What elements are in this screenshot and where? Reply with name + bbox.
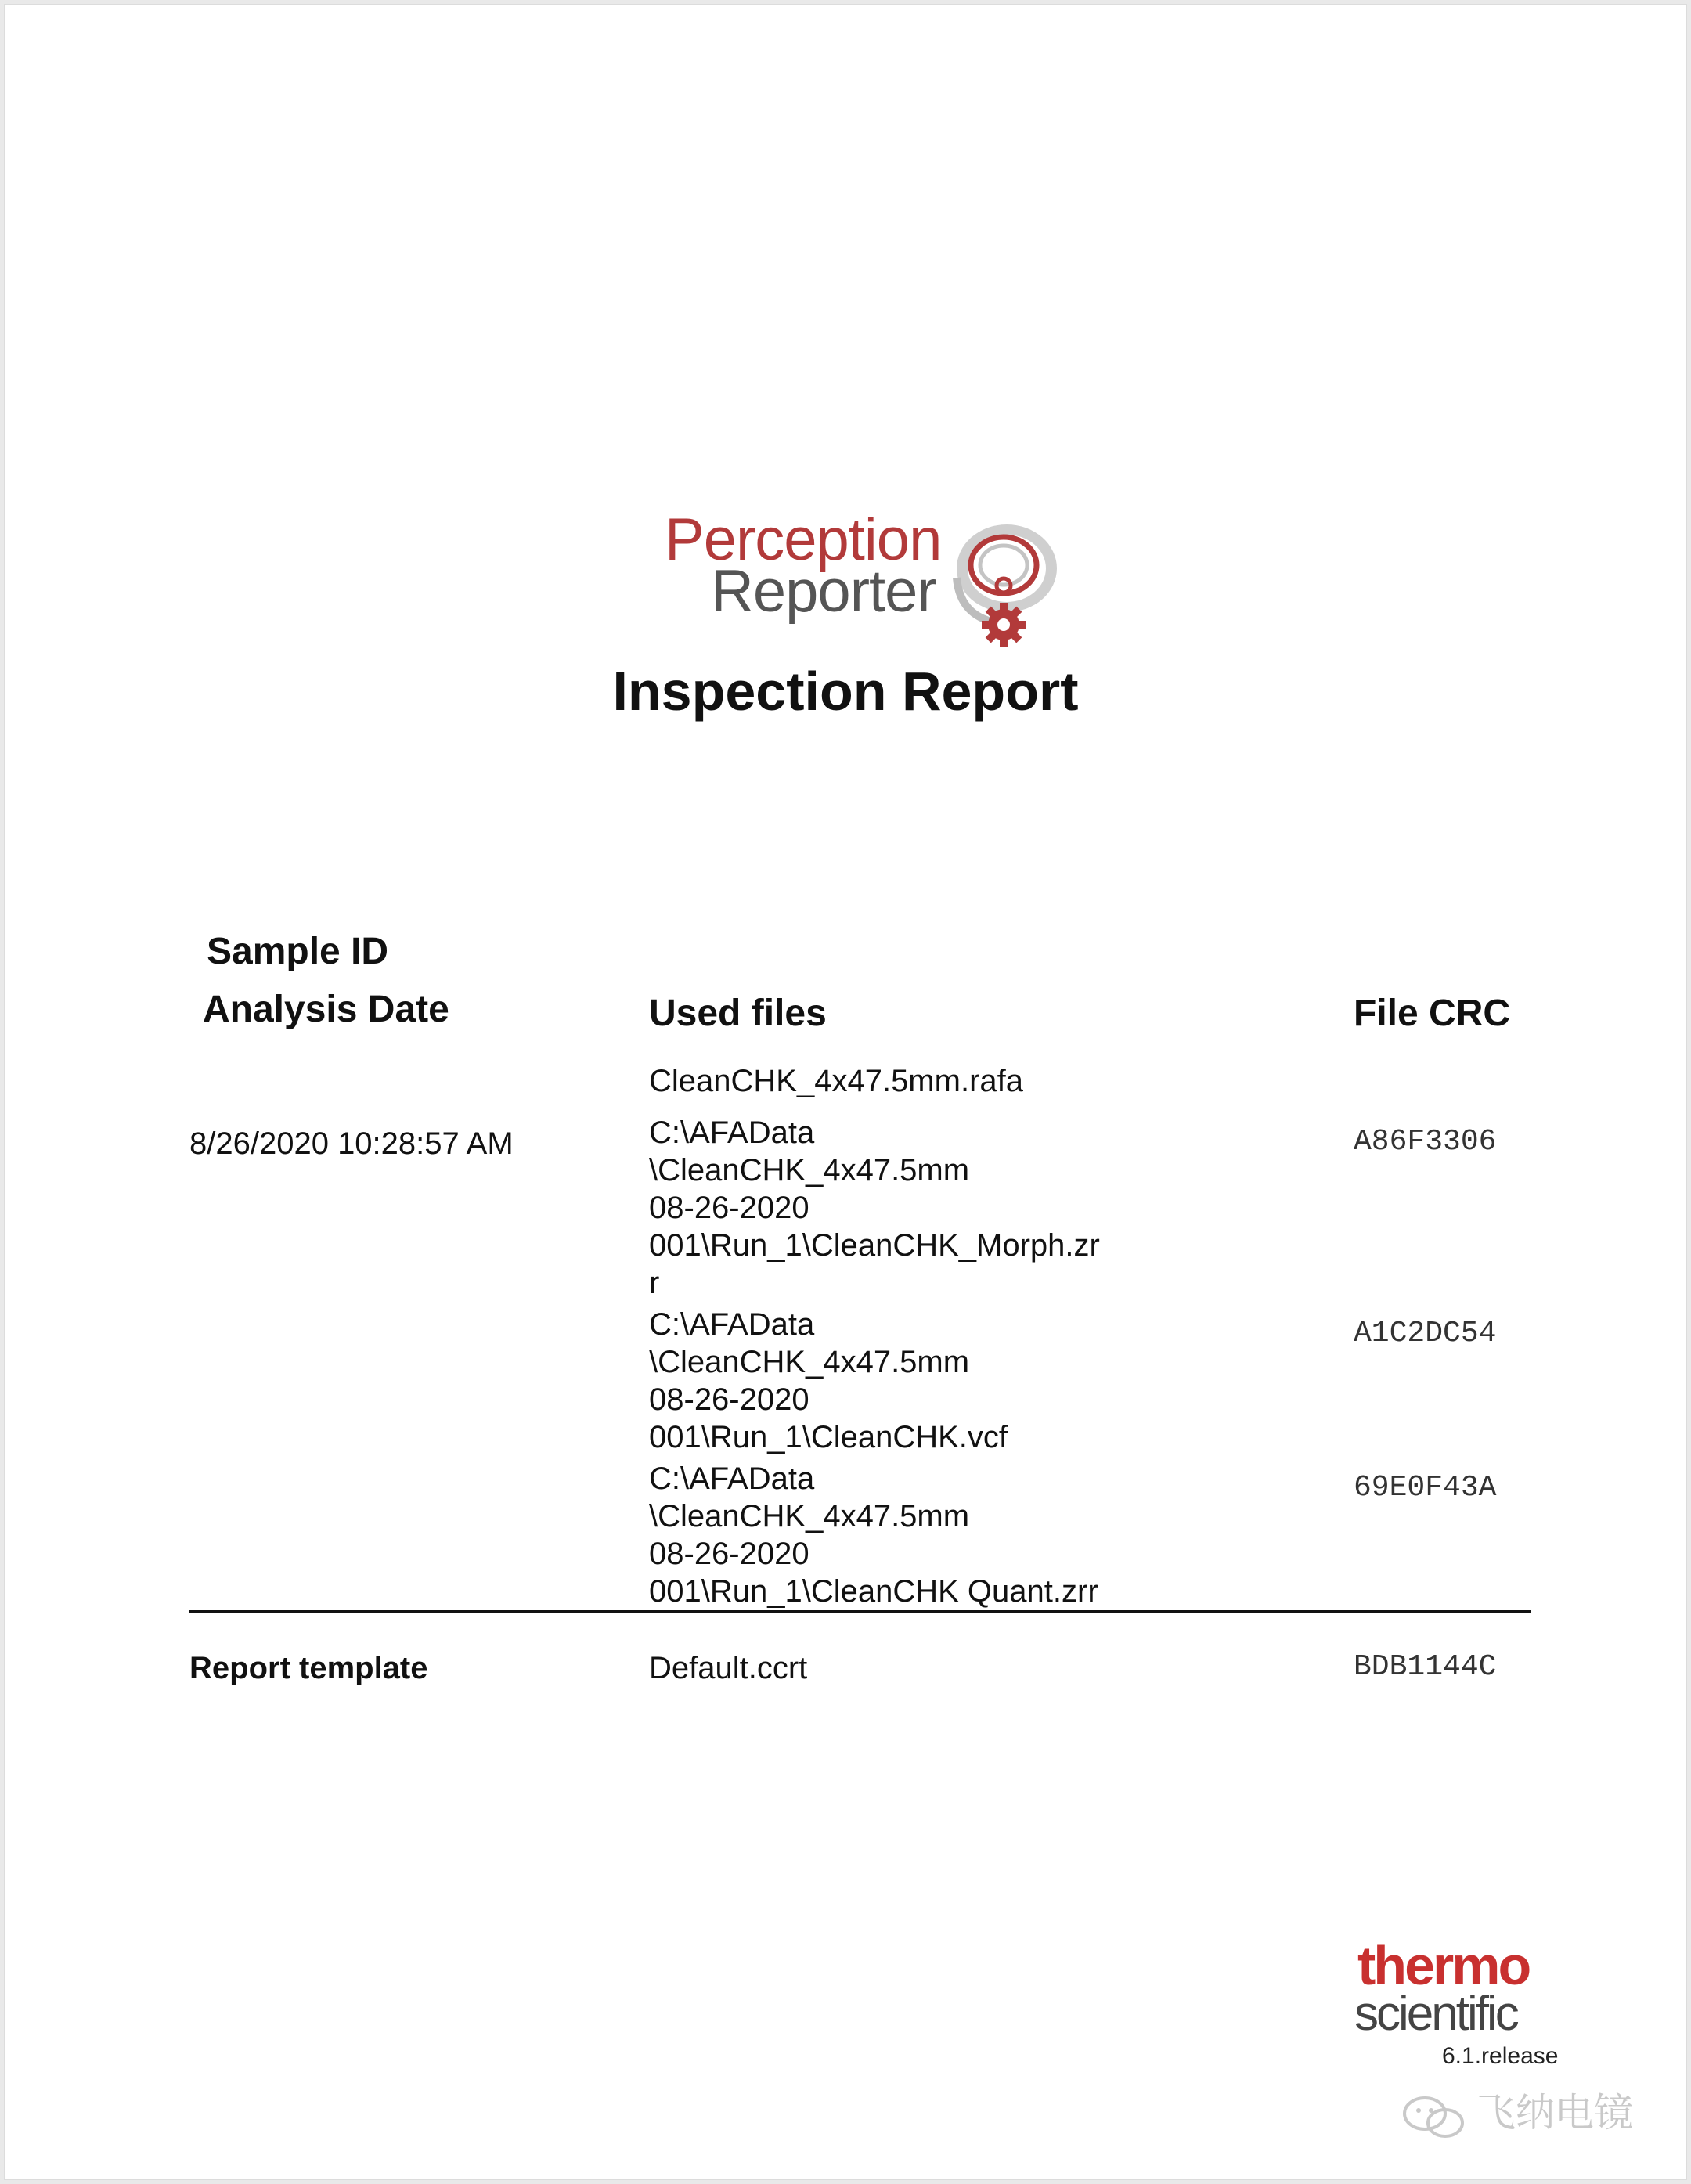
file-crc-value: 69E0F43A	[1354, 1471, 1497, 1505]
logo-reporter-text: Reporter	[711, 558, 936, 625]
used-file-line: 08-26-2020	[649, 1191, 809, 1225]
used-file-line: CleanCHK_4x47.5mm.rafa	[649, 1064, 1023, 1098]
used-file-line: \CleanCHK_4x47.5mm	[649, 1153, 970, 1188]
analysis-date-value: 8/26/2020 10:28:57 AM	[189, 1126, 514, 1161]
brand-scientific: scientific	[1354, 1987, 1517, 2041]
analysis-date-header: Analysis Date	[203, 989, 449, 1030]
used-file-line: 08-26-2020	[649, 1382, 809, 1417]
used-file-line: 001\Run_1\CleanCHK_Morph.zr	[649, 1228, 1100, 1263]
sample-id-header: Sample ID	[207, 931, 389, 972]
logo-perception-text: Perception	[665, 506, 942, 573]
file-crc-header: File CRC	[1354, 993, 1511, 1034]
used-file-line: 001\Run_1\CleanCHK Quant.zrr	[649, 1574, 1098, 1609]
used-file-entry	[649, 1306, 1008, 1456]
report-template-label: Report template	[189, 1651, 428, 1685]
report-template-crc: BDB1144C	[1354, 1650, 1497, 1684]
report-template-file: Default.ccrt	[649, 1651, 808, 1685]
used-file-line: C:\AFAData	[649, 1115, 815, 1150]
report-title: Inspection Report	[612, 661, 1079, 722]
table-divider	[189, 1610, 1531, 1613]
file-crc-value: A1C2DC54	[1354, 1317, 1497, 1350]
used-file-entry	[649, 1114, 1100, 1302]
used-file-line: 08-26-2020	[649, 1537, 809, 1571]
watermark-text: 飞纳电镜	[1476, 2091, 1633, 2135]
used-file-line: C:\AFAData	[649, 1461, 815, 1496]
used-file-line: 001\Run_1\CleanCHK.vcf	[649, 1420, 1008, 1454]
perception-reporter-logo-icon	[936, 515, 1062, 650]
report-page	[5, 5, 1686, 2179]
used-file-line: \CleanCHK_4x47.5mm	[649, 1345, 970, 1379]
file-crc-value: A86F3306	[1354, 1125, 1497, 1159]
wechat-icon	[1400, 2093, 1470, 2140]
used-file-line: \CleanCHK_4x47.5mm	[649, 1499, 970, 1533]
used-file-entry	[649, 1062, 1023, 1100]
used-file-line: C:\AFAData	[649, 1307, 815, 1342]
brand-thermo: thermo	[1357, 1935, 1530, 1996]
used-file-line: r	[649, 1266, 660, 1300]
used-file-entry	[649, 1460, 1098, 1610]
used-files-header: Used files	[649, 993, 827, 1034]
release-version: 6.1.release	[1442, 2043, 1559, 2069]
